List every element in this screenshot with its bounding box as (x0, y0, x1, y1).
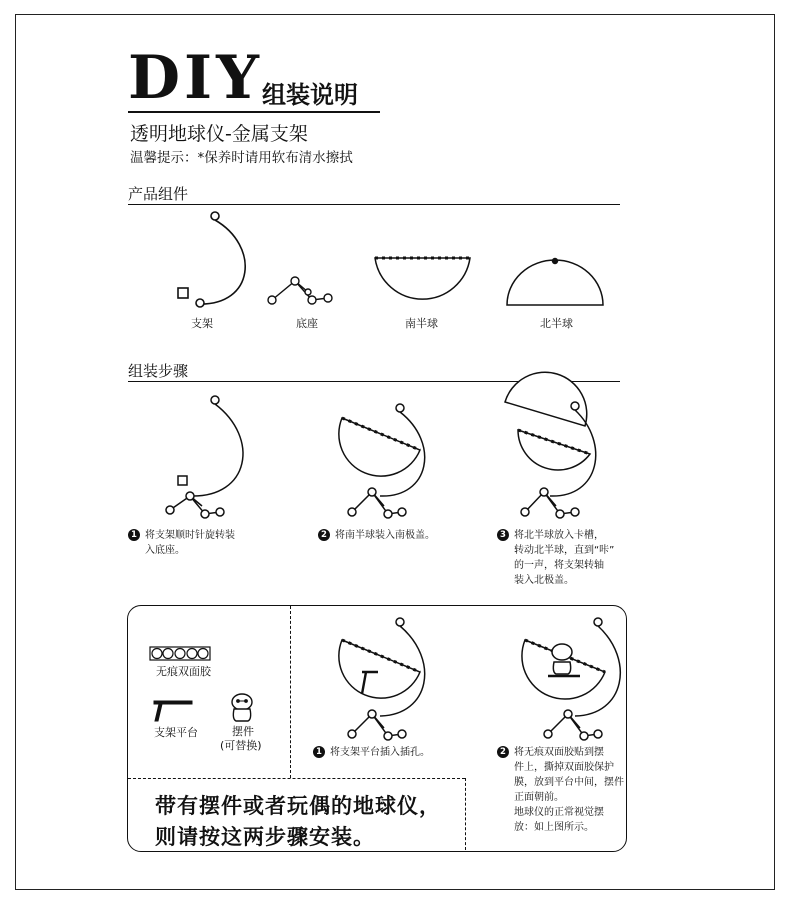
figure-label: 摆件 (232, 725, 254, 738)
step-text-line: 放：如上图所示。 (514, 822, 594, 833)
components-rule (128, 204, 620, 205)
figure-install-note (155, 790, 441, 852)
step-text-line: 入底座。 (145, 545, 185, 556)
step-number-badge: 2 (318, 529, 330, 541)
panel-step1-drawing (339, 618, 425, 740)
panel-step-2-instruction (497, 745, 625, 835)
tape-drawing (150, 647, 210, 660)
step2-drawing (339, 404, 425, 518)
figure-drawing (232, 694, 252, 721)
step-1-instruction (128, 528, 268, 558)
step-3-instruction (497, 528, 627, 588)
components-title: 产品组件 (128, 185, 189, 203)
south-hemisphere-drawing (375, 258, 470, 299)
panel-step2-drawing (522, 618, 620, 740)
step-number-badge: 2 (497, 746, 509, 758)
tape-label: 无痕双面胶 (156, 665, 211, 678)
step-text-line: 将支架平台插入插孔。 (330, 747, 430, 758)
step-text-line: 装入北极盖。 (514, 575, 574, 586)
step-text-line: 将支架顺时针旋转装 (145, 530, 235, 541)
care-tip: 温馨提示：*保养时请用软布清水擦拭 (130, 150, 353, 166)
components-illustration (160, 206, 620, 316)
step3-drawing (505, 372, 596, 518)
north-hemisphere-drawing (507, 259, 603, 306)
page-subtitle: 组装说明 (262, 81, 358, 109)
step-text-line: 膜，放到平台中间，摆件 (514, 777, 624, 788)
note-line: 带有摆件或者玩偶的地球仪， (155, 793, 441, 818)
step1-drawing (166, 396, 243, 518)
step-text-line: 将北半球放入卡槽， (514, 530, 604, 541)
accessories-illustration (150, 645, 290, 725)
title-underline (128, 111, 380, 113)
diy-logo: DIY (128, 43, 263, 113)
step-text-line: 地球仪的正常视觉摆 (514, 807, 604, 818)
panel-step-1-instruction (313, 745, 463, 760)
component-label-stand: 支架 (191, 317, 213, 330)
panel-divider-vertical (290, 606, 291, 778)
platform-drawing (154, 701, 192, 721)
platform-label: 支架平台 (154, 726, 198, 739)
figure-note: (可替换) (220, 739, 262, 752)
component-label-south: 南半球 (405, 317, 438, 330)
step-text-line: 的一声，将支架转轴 (514, 560, 604, 571)
base-drawing (268, 277, 332, 304)
product-name: 透明地球仪-金属支架 (130, 123, 308, 145)
step-text-line: 将南半球装入南极盖。 (335, 530, 435, 541)
panel-divider-lower (465, 778, 466, 850)
step-text-line: 将无痕双面胶贴到摆 (514, 747, 604, 758)
panel-steps-illustration (300, 610, 630, 750)
stand-drawing (178, 212, 245, 307)
step-text-line: 正面朝前。 (514, 792, 564, 803)
panel-divider-horizontal (128, 778, 465, 779)
steps-illustration (130, 388, 620, 528)
component-label-north: 北半球 (540, 317, 573, 330)
note-line: 则请按这两步骤安装。 (155, 824, 375, 849)
step-number-badge: 1 (128, 529, 140, 541)
step-text-line: 件上，撕掉双面胶保护 (514, 762, 614, 773)
component-label-base: 底座 (296, 317, 318, 330)
step-2-instruction (318, 528, 478, 543)
step-number-badge: 1 (313, 746, 325, 758)
steps-title: 组装步骤 (128, 362, 189, 380)
step-number-badge: 3 (497, 529, 509, 541)
step-text-line: 转动北半球，直到“咔” (514, 545, 615, 556)
